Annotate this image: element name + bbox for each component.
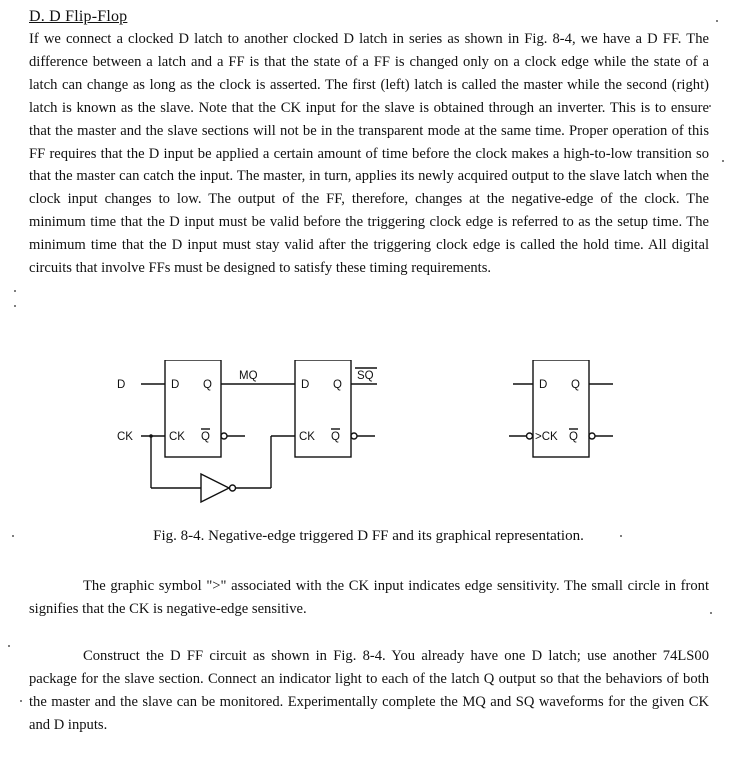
scan-speck (8, 645, 10, 647)
master-d-pin: D (171, 379, 180, 391)
intro-paragraph: If we connect a clocked D latch to another clocked D latch in series as shown in Fig. 8-4, we have a D FF. The difference between a latch and a FF is that the state of a FF is changed only on a clock edge while the state of a latch can change as long as the clock is asserted. The first (left) latch is called the master while the second (right) latch is known as the slave. Note that the CK input for the slave is obtained through an inverter. This is to ensure that the master and the slave sections will not be in the transparent mode at the same time. Proper operation of this FF requires that the D input be applied a certain amount of time before the clock makes a high-to-low transition so that the master can catch the input. The master, in turn, applies its newly acquired output to the slave latch when the clock input changes to low. The output of the FF, therefore, changes at the negative-edge of the clock. The minimum time that the D input must be valid before the triggering clock edge is referred to as the setup time. The minimum time that the D input must stay valid after the triggering clock edge is called the hold time. All digital circuits that involve FFs must be designed to satisfy these timing requirements. (29, 31, 709, 277)
symbol-qbar-pin: Q (569, 431, 578, 443)
d-input-label: D (117, 379, 126, 391)
scan-speck (722, 160, 724, 162)
scan-speck (12, 535, 14, 537)
slave-ck-pin: CK (299, 431, 315, 443)
symbol-qbar-bubble (589, 433, 595, 439)
sq-label: SQ (357, 370, 374, 382)
inverter-gate (201, 474, 229, 502)
symbol-ck-pin: >CK (535, 431, 558, 443)
master-qbar-bubble (221, 433, 227, 439)
slave-qbar-bubble (351, 433, 357, 439)
scan-speck (14, 305, 16, 307)
symbol-note-paragraph: The graphic symbol ">" associated with the CK input indicates edge sensitivity. The small circle in front signifies that the CK is negative-edge sensitive. (29, 578, 709, 617)
master-qbar-pin: Q (201, 431, 210, 443)
symbol-d-pin: D (539, 379, 548, 391)
mq-label: MQ (239, 370, 258, 382)
scan-speck (620, 535, 622, 537)
scan-speck (716, 20, 718, 22)
scan-speck (20, 700, 22, 702)
figure-caption: Fig. 8-4. Negative-edge triggered D FF and its graphical representation. (153, 528, 584, 544)
scan-speck (709, 105, 711, 107)
scan-speck (710, 612, 712, 614)
scan-speck (14, 290, 16, 292)
slave-q-pin: Q (333, 379, 342, 391)
slave-d-pin: D (301, 379, 310, 391)
instructions-paragraph: Construct the D FF circuit as shown in Fig. 8-4. You already have one D latch; use another 74LS00 package for the slave section. Connect an indicator light to each of the latch Q output so that the behaviors of both the master and the slave can be monitored. Experimentally complete the MQ and SQ waveforms for the given CK and D inputs. (29, 648, 709, 733)
symbol-q-pin: Q (571, 379, 580, 391)
ck-input-label: CK (117, 431, 133, 443)
symbol-ck-bubble (527, 433, 533, 439)
d-flip-flop-diagram (105, 360, 625, 520)
section-heading: D. D Flip-Flop (29, 8, 128, 25)
slave-qbar-pin: Q (331, 431, 340, 443)
master-ck-pin: CK (169, 431, 185, 443)
master-q-pin: Q (203, 379, 212, 391)
